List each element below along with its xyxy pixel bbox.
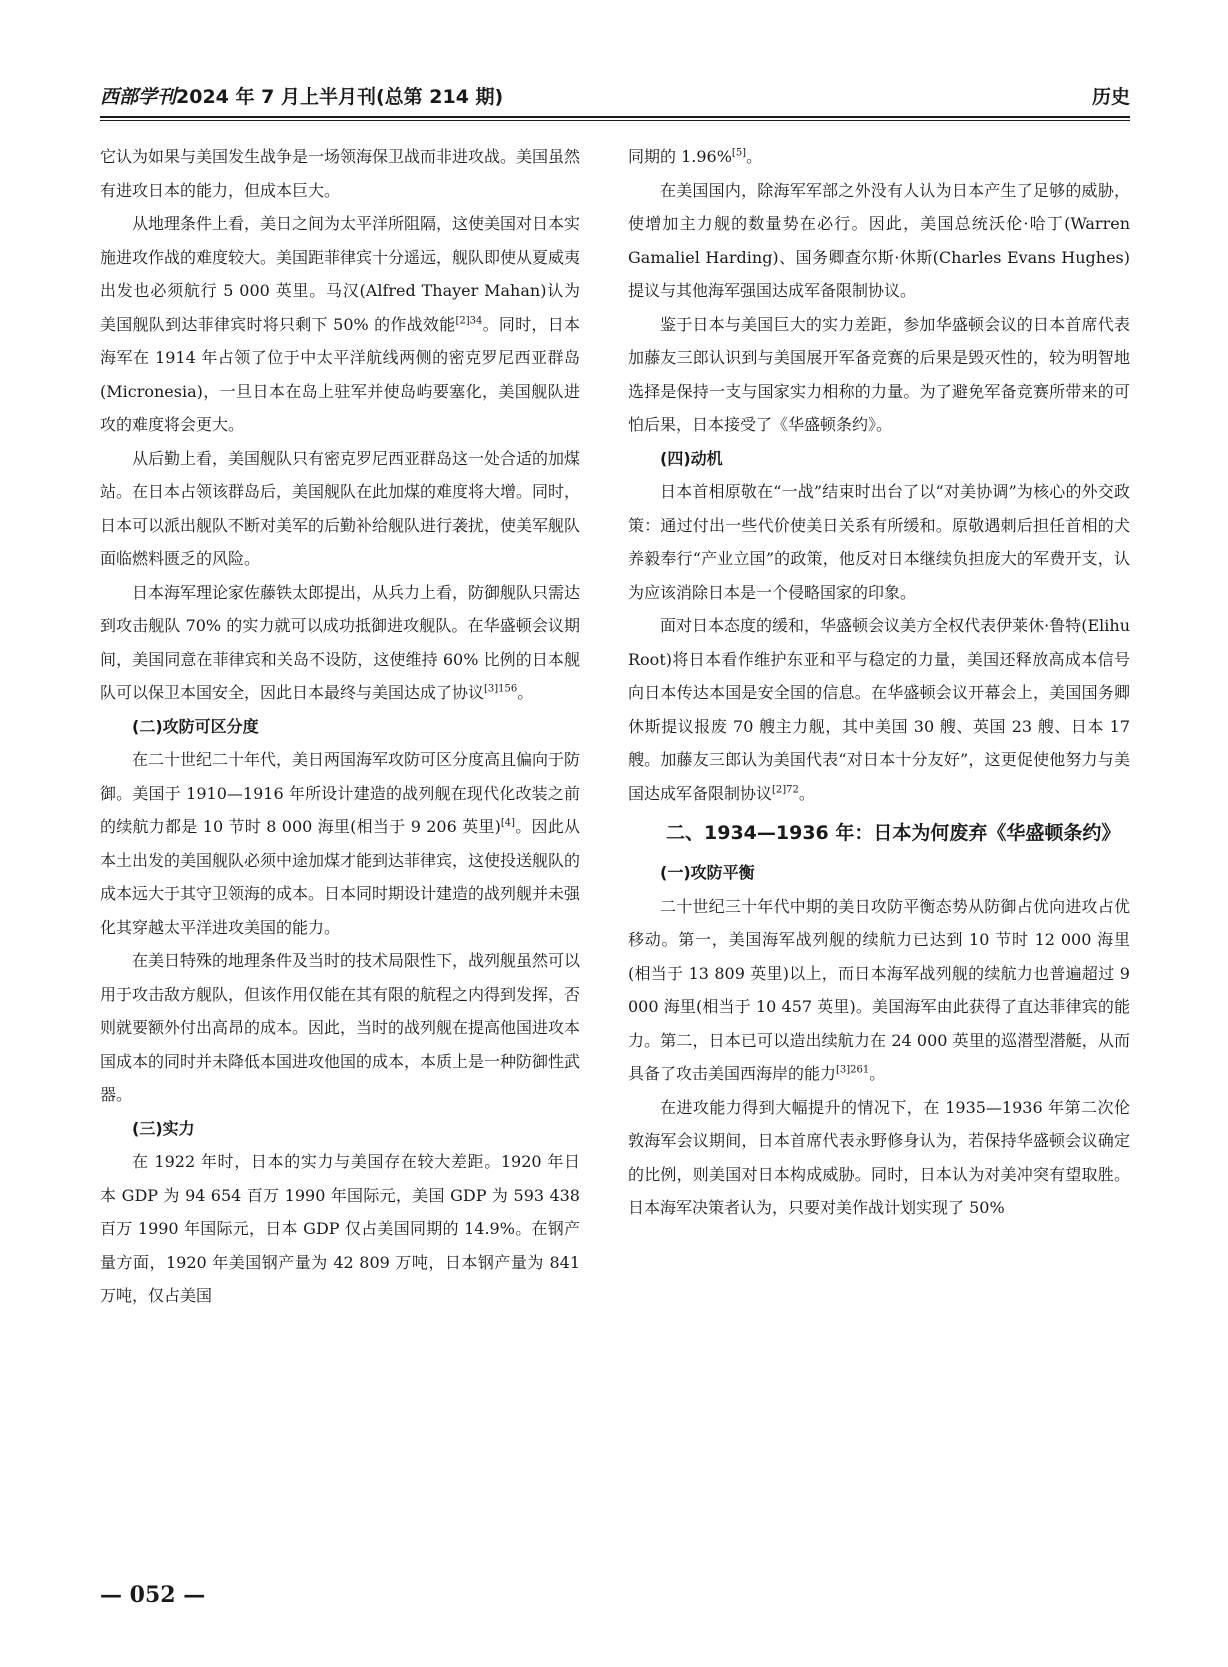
paragraph-text: 在美日特殊的地理条件及当时的技术局限性下，战列舰虽然可以用于攻击敌方舰队，但该作用仅能在其有限的航程之内得到发挥，否则就要额外付出高昂的成本。因此，当时的战列舰在提高他国进攻本国成本的同时并未降低本国进攻他国的成本，本质上是一种防御性武器。 — [100, 951, 581, 1104]
subsection-heading: (四)动机 — [660, 448, 723, 468]
body-paragraph — [100, 207, 580, 442]
citation-marker: [3]261 — [836, 1064, 870, 1076]
paragraph-text: 日本首相原敬在“一战”结束时出台了以“对美协调”为核心的外交政策：通过付出一些代价使美日关系有所缓和。原敬遇刺后担任首相的犬养毅奉行“产业立国”的政策，他反对日本继续负担庞大的军费开支，认为应该消除日本是一个侵略国家的印象。 — [628, 482, 1130, 602]
paragraph-text: 二十世纪三十年代中期的美日攻防平衡态势从防御占优向进攻占优移动。第一，美国海军战列舰的续航力已达到 10 节时 12 000 海里(相当于 13 809 英里)以上，而日本海军战列舰的续航力也普遍超过 9 000 海里(相当于 10 457 英里)。美国海军由此获得了直达菲律宾的能力。第二，日本已可以造出续航力在 24 000 英里的巡潜型潜艇，从而具备了攻击美国西海岸的能力 — [628, 896, 1130, 1083]
paragraph-text-tail: 。 — [517, 683, 534, 702]
section-heading: 二、1934—1936 年：日本为何废弃《华盛顿条约》 — [666, 822, 1121, 844]
running-header — [100, 82, 1130, 120]
paragraph-text-tail: 。 — [746, 147, 763, 166]
body-paragraph — [100, 576, 580, 710]
paragraph-text: 从地理条件上看，美日之间为太平洋所阻隔，这使美国对日本实施进攻作战的难度较大。美国距菲律宾十分遥远，舰队即使从夏威夷出发也必须航行 5 000 英里。马汉(Alfred Thayer Mahan)认为美国舰队到达菲律宾时将只剩下 50% 的作战效能 — [100, 214, 581, 334]
paragraph-text: 同期的 1.96% — [628, 147, 732, 166]
header-rule-thick — [100, 116, 1130, 118]
page-number: — 052 — — [100, 1582, 206, 1608]
body-paragraph — [100, 140, 580, 207]
body-paragraph — [100, 442, 580, 576]
subsection-heading: (一)攻防平衡 — [660, 863, 755, 882]
body-paragraph — [628, 475, 1130, 609]
issue-info: 2024 年 7 月上半月刊(总第 214 期) — [176, 86, 504, 108]
header-rule-thin — [100, 120, 1130, 121]
header-left — [100, 82, 503, 109]
subsection-heading: (三)实力 — [132, 1118, 195, 1138]
body-paragraph — [628, 1091, 1130, 1225]
body-paragraph — [628, 174, 1130, 308]
paragraph-text: 从后勤上看，美国舰队只有密克罗尼西亚群岛这一处合适的加煤站。在日本占领该群岛后，美国舰队在此加煤的难度将大增。同时，日本可以派出舰队不断对美军的后勤补给舰队进行袭扰，使美军舰队面临燃料匮乏的风险。 — [100, 448, 581, 568]
paragraph-text: 鉴于日本与美国巨大的实力差距，参加华盛顿会议的日本首席代表加藤友三郎认识到与美国展开军备竞赛的后果是毁灭性的，较为明智地选择是保持一支与国家实力相称的力量。为了避免军备竞赛所带来的可怕后果，日本接受了《华盛顿条约》。 — [628, 314, 1130, 434]
paragraph-text-tail: 。因此从本土出发的美国舰队必须中途加煤才能到达菲律宾，这使投送舰队的成本远大于其守卫领海的成本。日本同时期设计建造的战列舰并未强化其穿越太平洋进攻美国的能力。 — [100, 817, 581, 937]
citation-marker: [3]156 — [484, 683, 518, 695]
paragraph-text: 在二十世纪二十年代，美日两国海军攻防可区分度高且偏向于防御。美国于 1910—1916 年所设计建造的战列舰在现代化改装之前的续航力都是 10 节时 8 000 海里(相当于 9 206 英里) — [100, 750, 581, 836]
body-paragraph — [628, 609, 1130, 810]
paragraph-text: 它认为如果与美国发生战争是一场领海保卫战而非进攻战。美国虽然有进攻日本的能力，但成本巨大。 — [100, 147, 581, 200]
body-paragraph — [628, 140, 1130, 174]
body-paragraph — [628, 308, 1130, 442]
body-paragraph — [100, 944, 580, 1112]
journal-logo: 西部学刊 — [100, 86, 177, 108]
paragraph-text-tail: 。 — [869, 1064, 886, 1083]
citation-marker: [2]72 — [772, 784, 799, 796]
paragraph-text: 面对日本态度的缓和，华盛顿会议美方全权代表伊莱休·鲁特(Elihu Root)将日本看作维护东亚和平与稳定的力量，美国还释放高成本信号向日本传达本国是安全国的信息。在华盛顿会议开幕会上，美国国务卿休斯提议报废 70 艘主力舰，其中美国 30 艘、英国 23 艘、日本 17 艘。加藤友三郎认为美国代表“对日本十分友好”，这更促使他努力与美国达成军备限制协议 — [628, 616, 1130, 803]
right-column — [628, 140, 1130, 1225]
body-paragraph — [100, 743, 580, 944]
section-name: 历史 — [1091, 86, 1130, 108]
paragraph-text: 在 1922 年时，日本的实力与美国存在较大差距。1920 年日本 GDP 为 94 654 百万 1990 年国际元，美国 GDP 为 593 438 百万 1990 年国际元，日本 GDP 仅占美国同期的 14.9%。在钢产量方面，1920 年美国钢产量为 42 809 万吨，日本钢产量为 841 万吨，仅占美国 — [100, 1152, 580, 1305]
paragraph-text: 日本海军理论家佐藤铁太郎提出，从兵力上看，防御舰队只需达到攻击舰队 70% 的实力就可以成功抵御进攻舰队。在华盛顿会议期间，美国同意在菲律宾和关岛不设防，这使维持 60% 比例的日本舰队可以保卫本国安全，因此日本最终与美国达成了协议 — [100, 582, 581, 702]
body-paragraph — [100, 1145, 580, 1313]
paragraph-text-tail: 。同时，日本海军在 1914 年占领了位于中太平洋航线两侧的密克罗尼西亚群岛(Micronesia)，一旦日本在岛上驻军并使岛屿要塞化，美国舰队进攻的难度将会更大。 — [100, 314, 580, 434]
citation-marker: [5] — [731, 147, 747, 159]
paragraph-text-tail: 。 — [798, 783, 815, 803]
subsection-heading: (二)攻防可区分度 — [132, 716, 259, 736]
paragraph-text: 在进攻能力得到大幅提升的情况下，在 1935—1936 年第二次伦敦海军会议期间，日本首席代表永野修身认为，若保持华盛顿会议确定的比例，则美国对日本构成威胁。同时，日本认为对美冲突有望取胜。日本海军决策者认为，只要对美作战计划实现了 50% — [628, 1097, 1130, 1217]
left-column — [100, 140, 580, 1313]
body-paragraph — [628, 890, 1130, 1091]
paragraph-text: 在美国国内，除海军军部之外没有人认为日本产生了足够的威胁，使增加主力舰的数量势在必行。因此，美国总统沃伦·哈丁(Warren Gamaliel Harding)、国务卿查尔斯·休斯(Charles Evans Hughes)提议与其他海军强国达成军备限制协议。 — [628, 180, 1130, 300]
citation-marker: [2]34 — [455, 315, 483, 327]
citation-marker: [4] — [500, 817, 515, 829]
